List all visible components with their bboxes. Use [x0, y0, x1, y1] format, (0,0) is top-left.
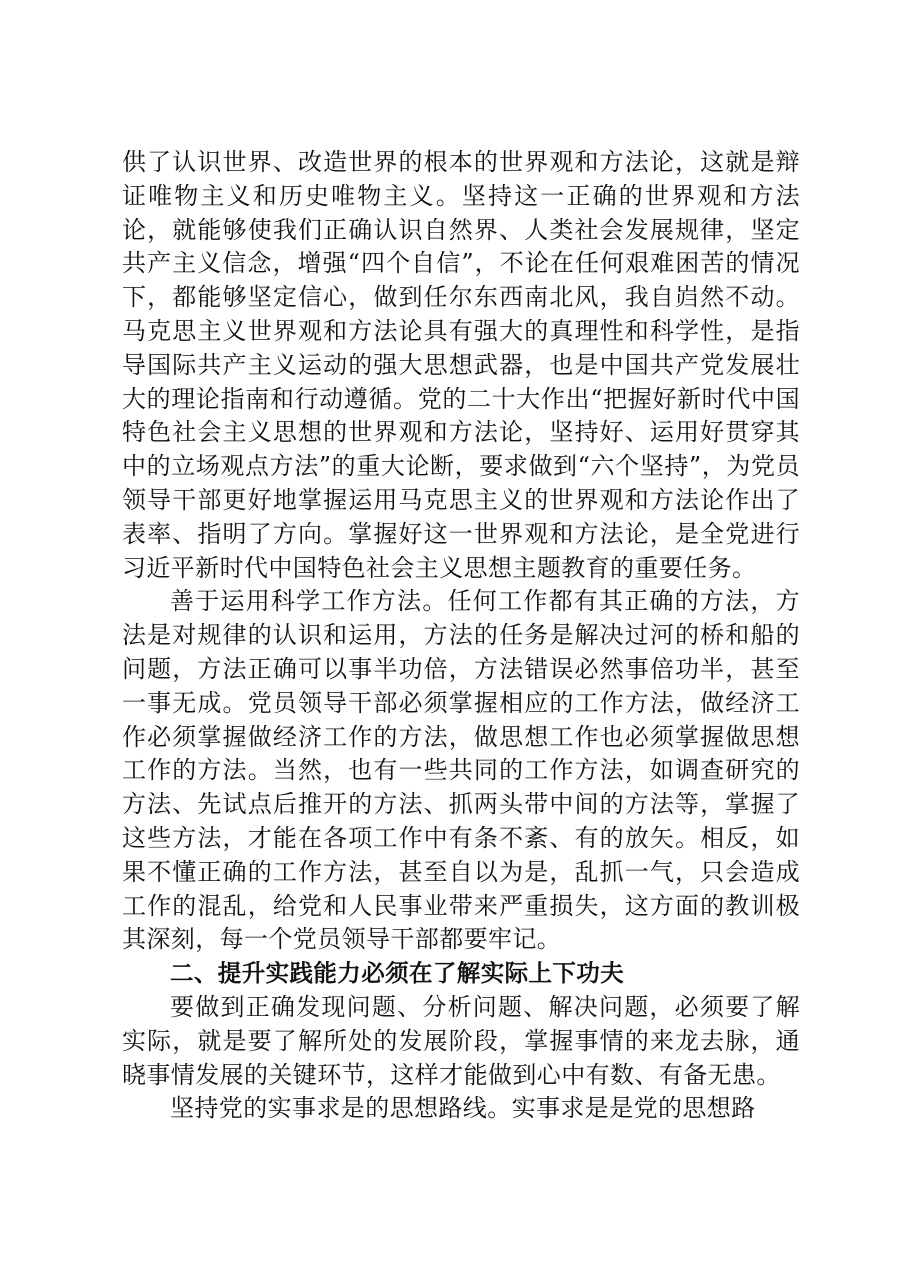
section-heading-2: 二、提升实践能力必须在了解实际上下功夫 [170, 959, 625, 988]
paragraph-understand-reality: 要做到正确发现问题、分析问题、解决问题，必须要了解实际，就是要了解所处的发展阶段，掌握事情的来龙去脉，通晓事情发展的关键环节，这样才能做到心中有数、有备无患。 [122, 992, 800, 1089]
paragraph-worldview-methodology: 供了认识世界、改造世界的根本的世界观和方法论，这就是辩证唯物主义和历史唯物主义。坚持这一正确的世界观和方法论，就能够使我们正确认识自然界、人类社会发展规律，坚定共产主义信念，增强“四个自信”，不论在任何艰难困苦的情况下，都能够坚定信心，做到任尔东西南北风，我自岿然不动。马克思主义世界观和方法论具有强大的真理性和科学性，是指导国际共产主义运动的强大思想武器，也是中国共产党发展壮大的理论指南和行动遵循。党的二十大作出“把握好新时代中国特色社会主义思想的世界观和方法论，坚持好、运用好贯穿其中的立场观点方法”的重大论断，要求做到“六个坚持”，为党员领导干部更好地掌握运用马克思主义的世界观和方法论作出了表率、指明了方向。掌握好这一世界观和方法论，是全党进行习近平新时代中国特色社会主义思想主题教育的重要任务。 [122, 148, 800, 582]
paragraph-scientific-work-methods: 善于运用科学工作方法。任何工作都有其正确的方法，方法是对规律的认识和运用，方法的任务是解决过河的桥和船的问题，方法正确可以事半功倍，方法错误必然事倍功半，甚至一事无成。党员领导干部必须掌握相应的工作方法，做经济工作必须掌握做经济工作的方法，做思想工作也必须掌握做思想工作的方法。当然，也有一些共同的工作方法，如调查研究的方法、先试点后推开的方法、抓两头带中间的方法等，掌握了这些方法，才能在各项工作中有条不紊、有的放矢。相反，如果不懂正确的工作方法，甚至自以为是，乱抓一气，只会造成工作的混乱，给党和人民事业带来严重损失，这方面的教训极其深刻，每一个党员领导干部都要牢记。 [122, 587, 800, 954]
document-body [122, 146, 800, 1126]
paragraph-seek-truth-from-facts: 坚持党的实事求是的思想路线。实事求是是党的思想路 [170, 1094, 756, 1123]
